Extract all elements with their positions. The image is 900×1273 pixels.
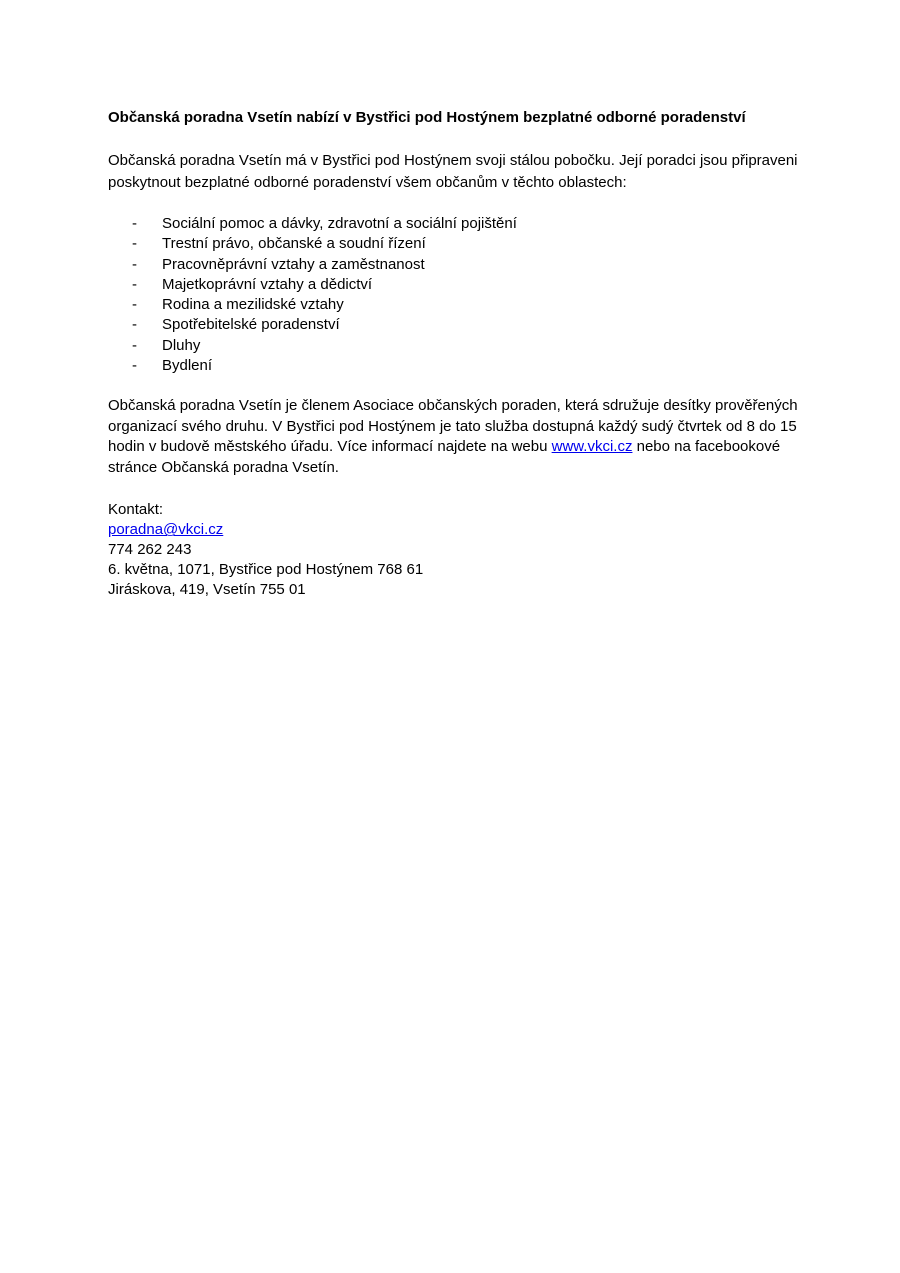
contact-label: Kontakt: [108,501,164,519]
contact-address-vsetin: Jiráskova, 419, Vsetín 755 01 [108,581,306,599]
contact-phone: 774 262 243 [108,541,192,559]
list-item-label: Sociální pomoc a dávky, zdravotní a sociální pojištění [162,215,517,232]
list-item-label: Rodina a mezilidské vztahy [162,296,344,314]
list-marker: - [132,235,137,253]
list-item-label: Dluhy [162,336,201,354]
contact-block [108,500,798,600]
list-item-label: Spotřebitelské poradenství [162,316,340,334]
list-item [108,255,798,275]
list-marker: - [132,296,137,314]
document-content [108,108,798,600]
email-link[interactable]: poradna@vkci.cz [108,521,224,539]
list-item [108,234,798,254]
list-item-label: Majetkoprávní vztahy a dědictví [162,275,373,293]
list-marker: - [132,357,137,375]
list-marker: - [132,275,137,293]
membership-text: Občanská poradna Vsetín je členem Asociace občanských poraden, která sdružuje desítky prověřených organizací svého druhu. V Bystřici pod Hostýnem je tato služba dostupná každý sudý čtvrtek od 8 do 15 hodin v budově městského úřadu. Více informací najdete na webu [108,397,798,456]
list-item [108,336,798,356]
list-item [108,356,798,376]
list-marker: - [132,336,137,354]
list-item-label: Bydlení [162,357,213,375]
list-item-label: Trestní právo, občanské a soudní řízení [162,235,426,253]
list-item [108,315,798,335]
membership-paragraph [108,396,798,478]
contact-address-bystrice: 6. května, 1071, Bystřice pod Hostýnem 768 61 [108,561,424,579]
list-item [108,214,798,234]
list-marker: - [132,316,137,334]
list-item [108,295,798,315]
list-item-label: Pracovněprávní vztahy a zaměstnanost [162,255,425,273]
website-link[interactable]: www.vkci.cz [551,438,633,456]
areas-list [108,214,798,376]
list-marker: - [132,215,137,232]
list-item [108,275,798,295]
list-marker: - [132,255,137,273]
intro-paragraph: Občanská poradna Vsetín má v Bystřici pod Hostýnem svoji stálou pobočku. Její poradci jsou připraveni poskytnout bezplatné odborné poradenství všem občanům v těchto oblastech: [108,152,798,191]
membership-text-end: nebo na facebookové stránce Občanská poradna Vsetín. [108,438,781,476]
document-title: Občanská poradna Vsetín nabízí v Bystřici pod Hostýnem bezplatné odborné poradenství [108,109,746,126]
